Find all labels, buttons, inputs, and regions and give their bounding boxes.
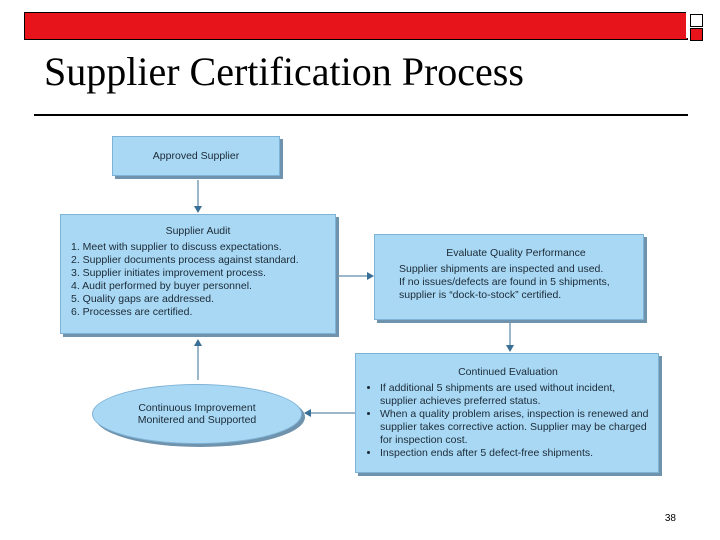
continued-evaluation-list <box>366 382 650 460</box>
evaluate-quality-heading: Evaluate Quality Performance <box>446 247 586 259</box>
approved-supplier-box <box>112 136 280 176</box>
continued-evaluation-bullet: • When a quality problem arises, inspection is renewed and supplier takes corrective action. Supplier may be charged for inspection cost. <box>380 408 650 447</box>
supplier-audit-item: 5. Quality gaps are addressed. <box>71 293 215 305</box>
page-number: 38 <box>664 513 676 524</box>
continued-evaluation-box <box>355 353 659 473</box>
continued-evaluation-bullet: • If additional 5 shipments are used without incident, supplier achieves preferred status. <box>380 382 650 408</box>
evaluate-quality-line: Supplier shipments are inspected and used. <box>399 263 604 275</box>
continued-evaluation-bullet: • Inspection ends after 5 defect-free shipments. <box>380 447 650 460</box>
continuous-improvement-line: Continuous Improvement <box>138 402 256 414</box>
supplier-audit-item: 3. Supplier initiates improvement process. <box>71 267 266 279</box>
continuous-improvement-ellipse <box>92 384 302 444</box>
supplier-audit-list <box>71 241 325 319</box>
supplier-audit-box <box>60 214 336 334</box>
evaluate-quality-line: If no issues/defects are found in 5 shipments, <box>399 276 610 288</box>
supplier-audit-item: 6. Processes are certified. <box>71 306 193 318</box>
slide-title: Supplier Certification Process <box>44 49 524 94</box>
supplier-audit-item: 1. Meet with supplier to discuss expectations. <box>71 241 282 253</box>
continuous-improvement-line: Monitered and Supported <box>137 414 257 426</box>
approved-supplier-label: Approved Supplier <box>152 150 240 162</box>
supplier-audit-item: 2. Supplier documents process against standard. <box>71 254 299 266</box>
evaluate-quality-box <box>374 234 644 320</box>
supplier-audit-heading: Supplier Audit <box>165 225 231 237</box>
supplier-audit-item: 4. Audit performed by buyer personnel. <box>71 280 252 292</box>
continued-evaluation-heading: Continued Evaluation <box>458 366 558 378</box>
evaluate-quality-line: supplier is “dock-to-stock” certified. <box>399 289 562 301</box>
